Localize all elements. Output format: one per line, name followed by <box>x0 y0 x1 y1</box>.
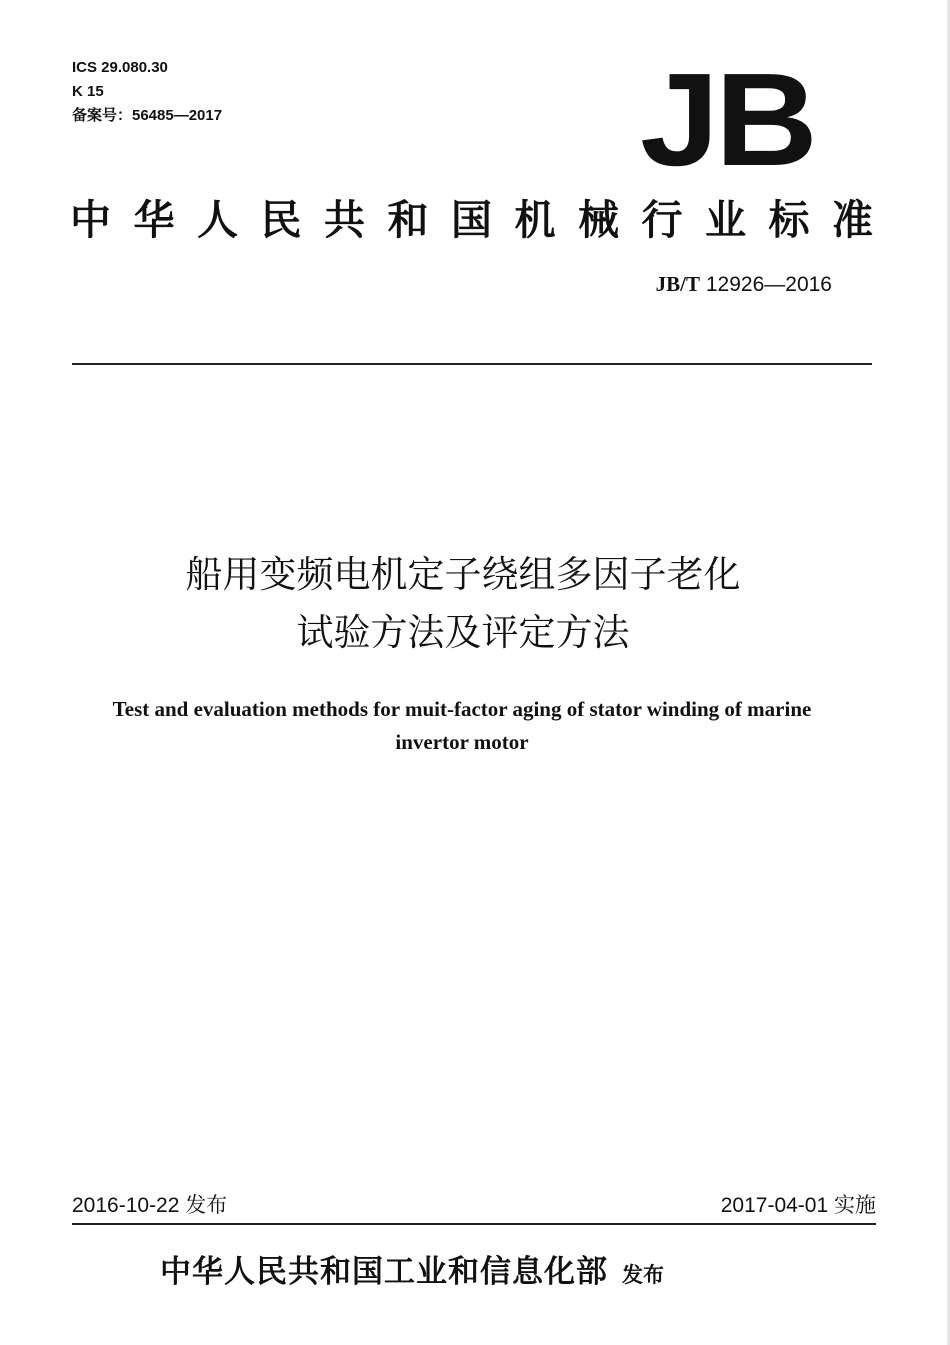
jb-logo: JB <box>640 46 814 193</box>
chinese-title-line-1: 船用变频电机定子绕组多因子老化 <box>185 553 741 596</box>
ics-code: ICS 29.080.30 <box>72 59 168 76</box>
standard-category-title: 中华人民共和国机械行业标准 <box>70 196 896 244</box>
issue-action: 发布 <box>622 1263 664 1287</box>
issuing-authority <box>160 1252 664 1295</box>
record-number: 备案号：56485—2017 <box>72 107 223 124</box>
english-title-line-2: invertor motor <box>395 730 529 754</box>
implementation-date: 2017-04-01 实施 <box>720 1194 876 1217</box>
chinese-title-line-2: 试验方法及评定方法 <box>296 611 630 654</box>
standard-number <box>656 270 832 299</box>
issue-date: 2016-10-22 发布 <box>72 1194 228 1217</box>
issuing-organization: 中华人民共和国工业和信息化部 <box>160 1254 608 1290</box>
standard-code-number: 12926—2016 <box>705 273 832 296</box>
top-divider <box>72 363 872 365</box>
ccs-code: K 15 <box>72 83 104 100</box>
bottom-divider <box>72 1223 876 1225</box>
english-title-line-1: Test and evaluation methods for muit-factor aging of stator winding of marine <box>112 697 812 721</box>
classification-block <box>72 56 222 128</box>
standard-code-prefix: JB/T <box>655 272 701 296</box>
